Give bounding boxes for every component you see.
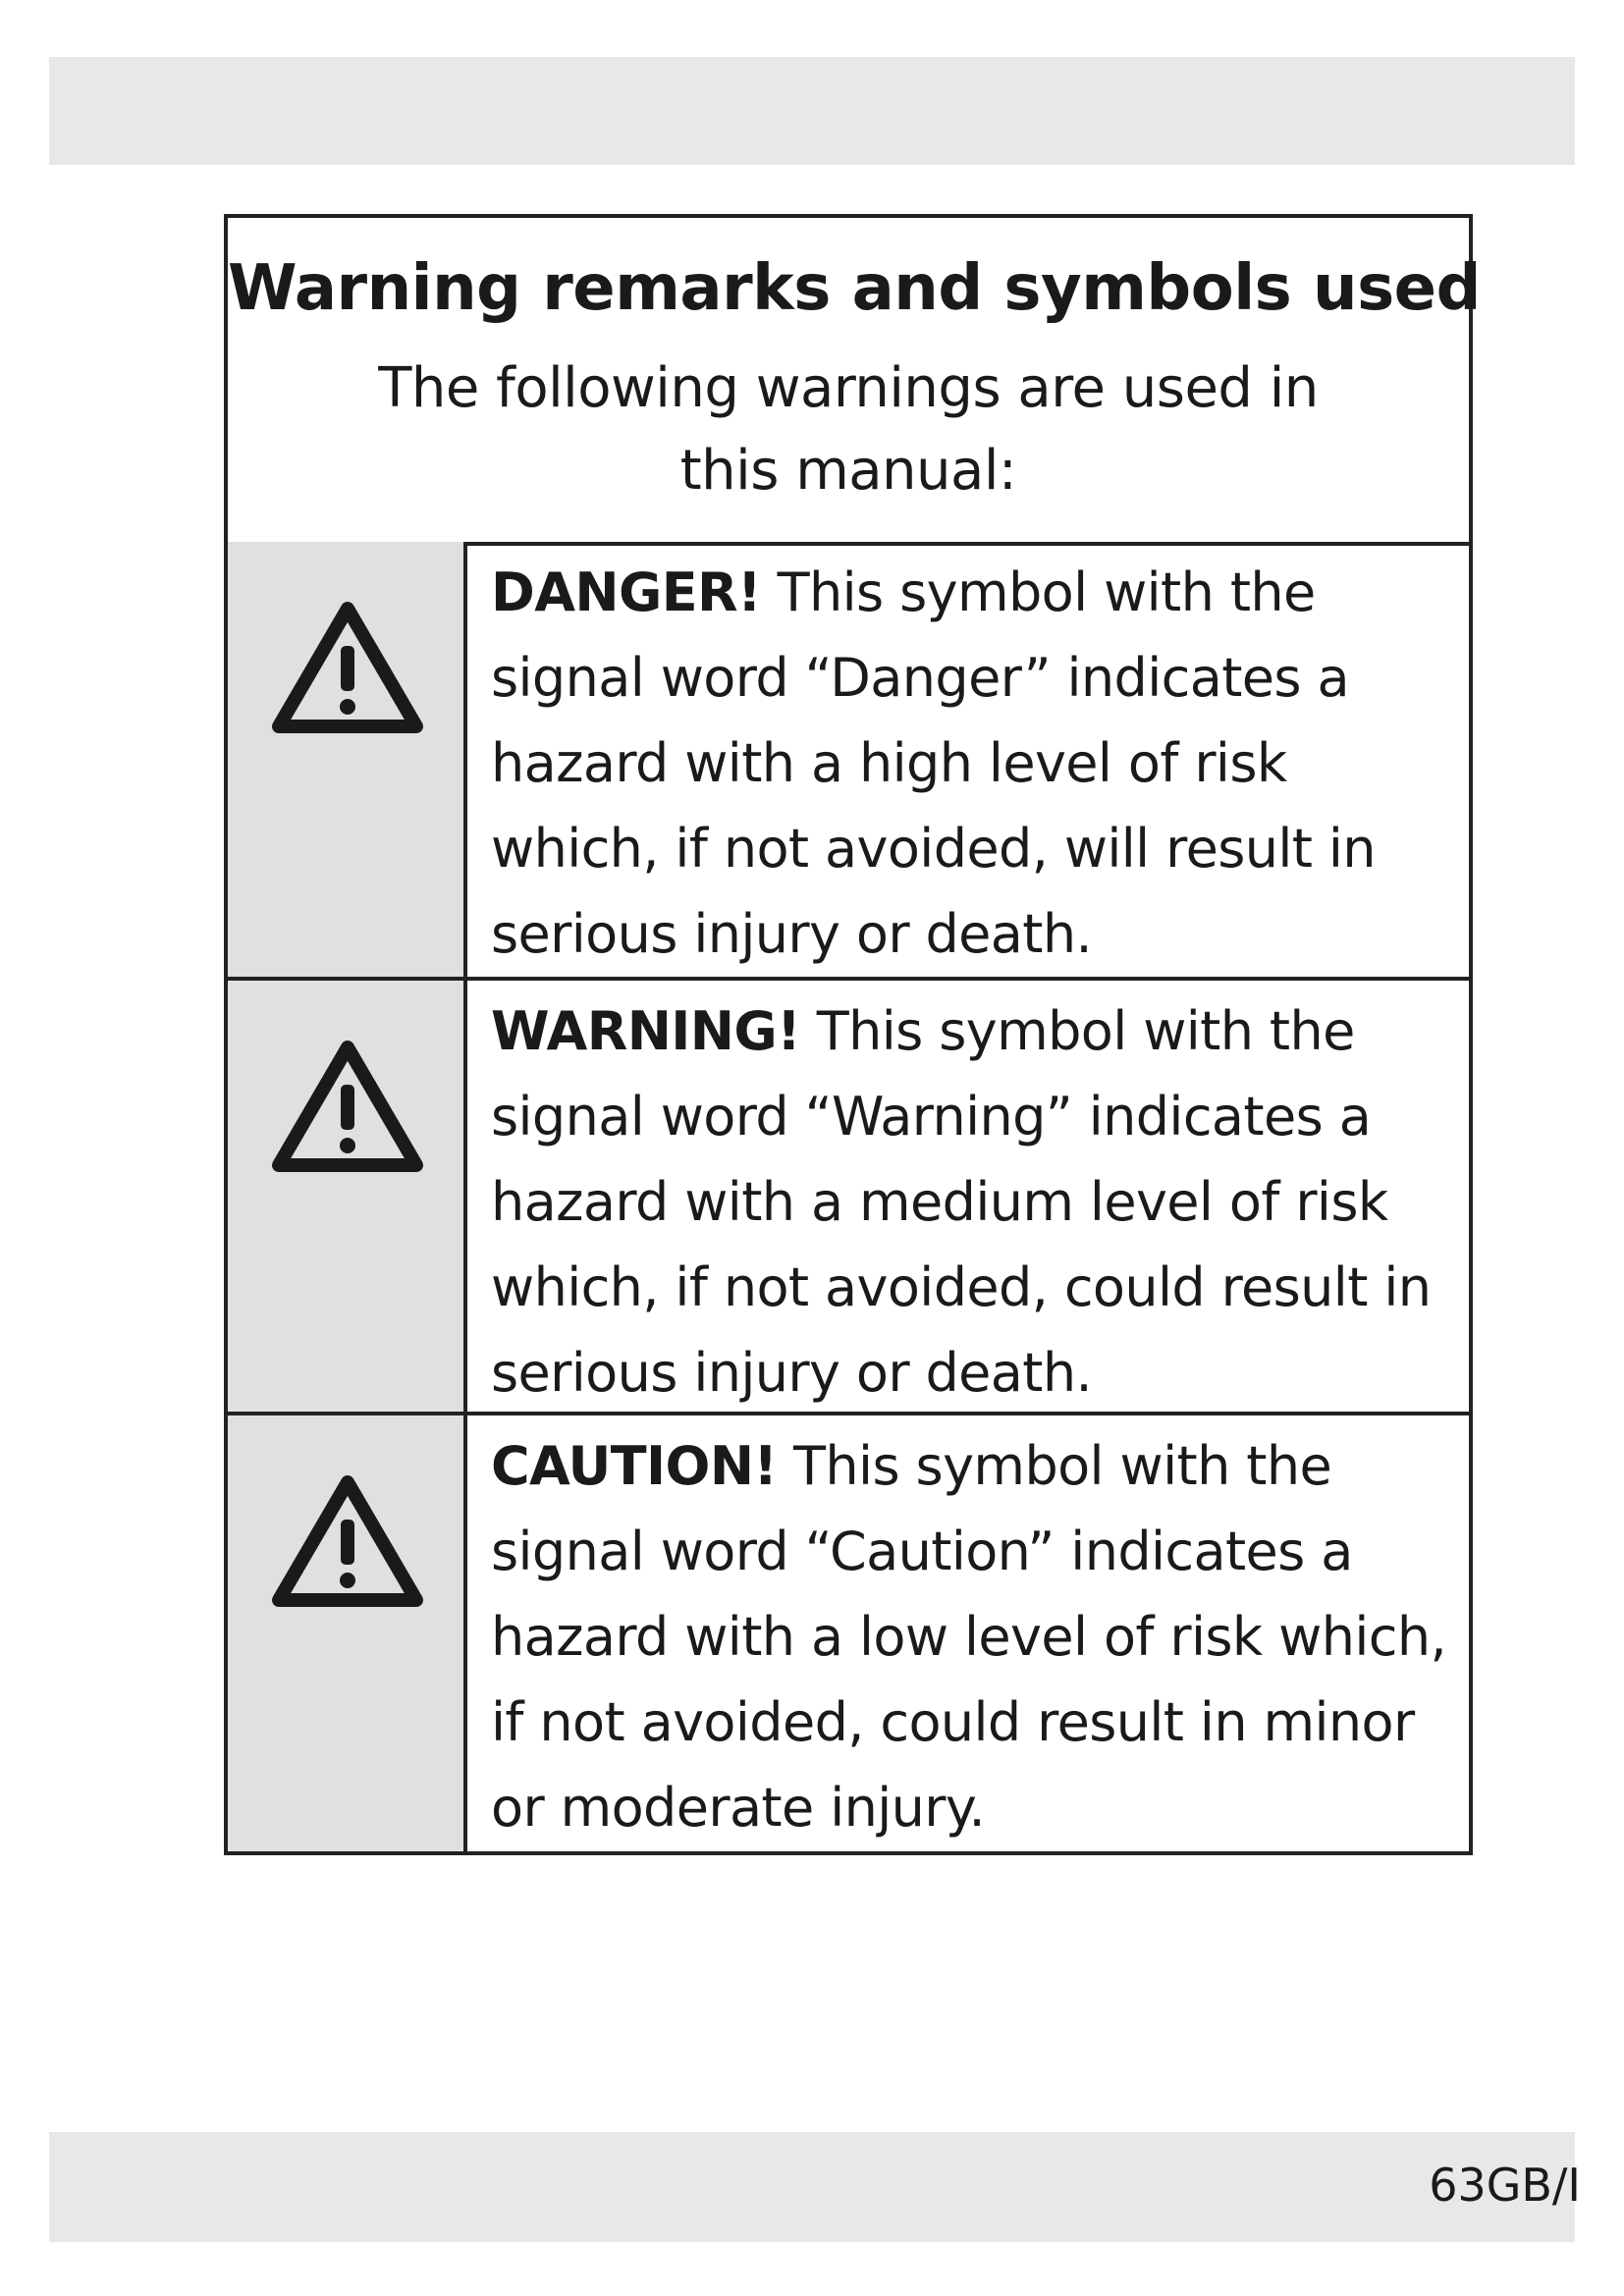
warning-row-danger — [228, 542, 1469, 981]
icon-cell — [228, 1415, 467, 1851]
table-header — [228, 218, 1481, 546]
footer-band — [49, 2132, 1575, 2242]
warning-description — [491, 1423, 1463, 1850]
signal-word: CAUTION! — [491, 1435, 778, 1497]
icon-cell — [228, 542, 467, 977]
warning-row-warning — [228, 981, 1469, 1415]
table-intro: The following warnings are used in this manual: — [378, 356, 1319, 503]
icon-cell — [228, 981, 467, 1412]
warning-row-caution — [228, 1415, 1469, 1851]
warning-text: This symbol with the signal word “Danger” indicates a hazard with a high level of risk which, if not avoided, will result in serious injury or death. — [491, 561, 1376, 965]
warning-text: This symbol with the signal word “Caution” indicates a hazard with a low level of risk which, if not avoided, could result in minor or moderate injury. — [491, 1435, 1447, 1839]
signal-word: DANGER! — [491, 561, 762, 623]
warning-triangle-icon — [269, 597, 426, 738]
warning-triangle-icon — [269, 1470, 426, 1612]
warning-text: This symbol with the signal word “Warning” indicates a hazard with a medium level of risk which, if not avoided, could result in serious injury or death. — [491, 1000, 1432, 1404]
warning-description — [491, 988, 1463, 1415]
signal-word: WARNING! — [491, 1000, 801, 1062]
warning-table — [224, 214, 1481, 1855]
page-number: 63GB/I — [1429, 2159, 1581, 2212]
header-band — [49, 57, 1575, 165]
warning-triangle-icon — [269, 1036, 426, 1177]
warning-description — [491, 550, 1463, 977]
table-title: Warning remarks and symbols used — [228, 252, 1481, 325]
